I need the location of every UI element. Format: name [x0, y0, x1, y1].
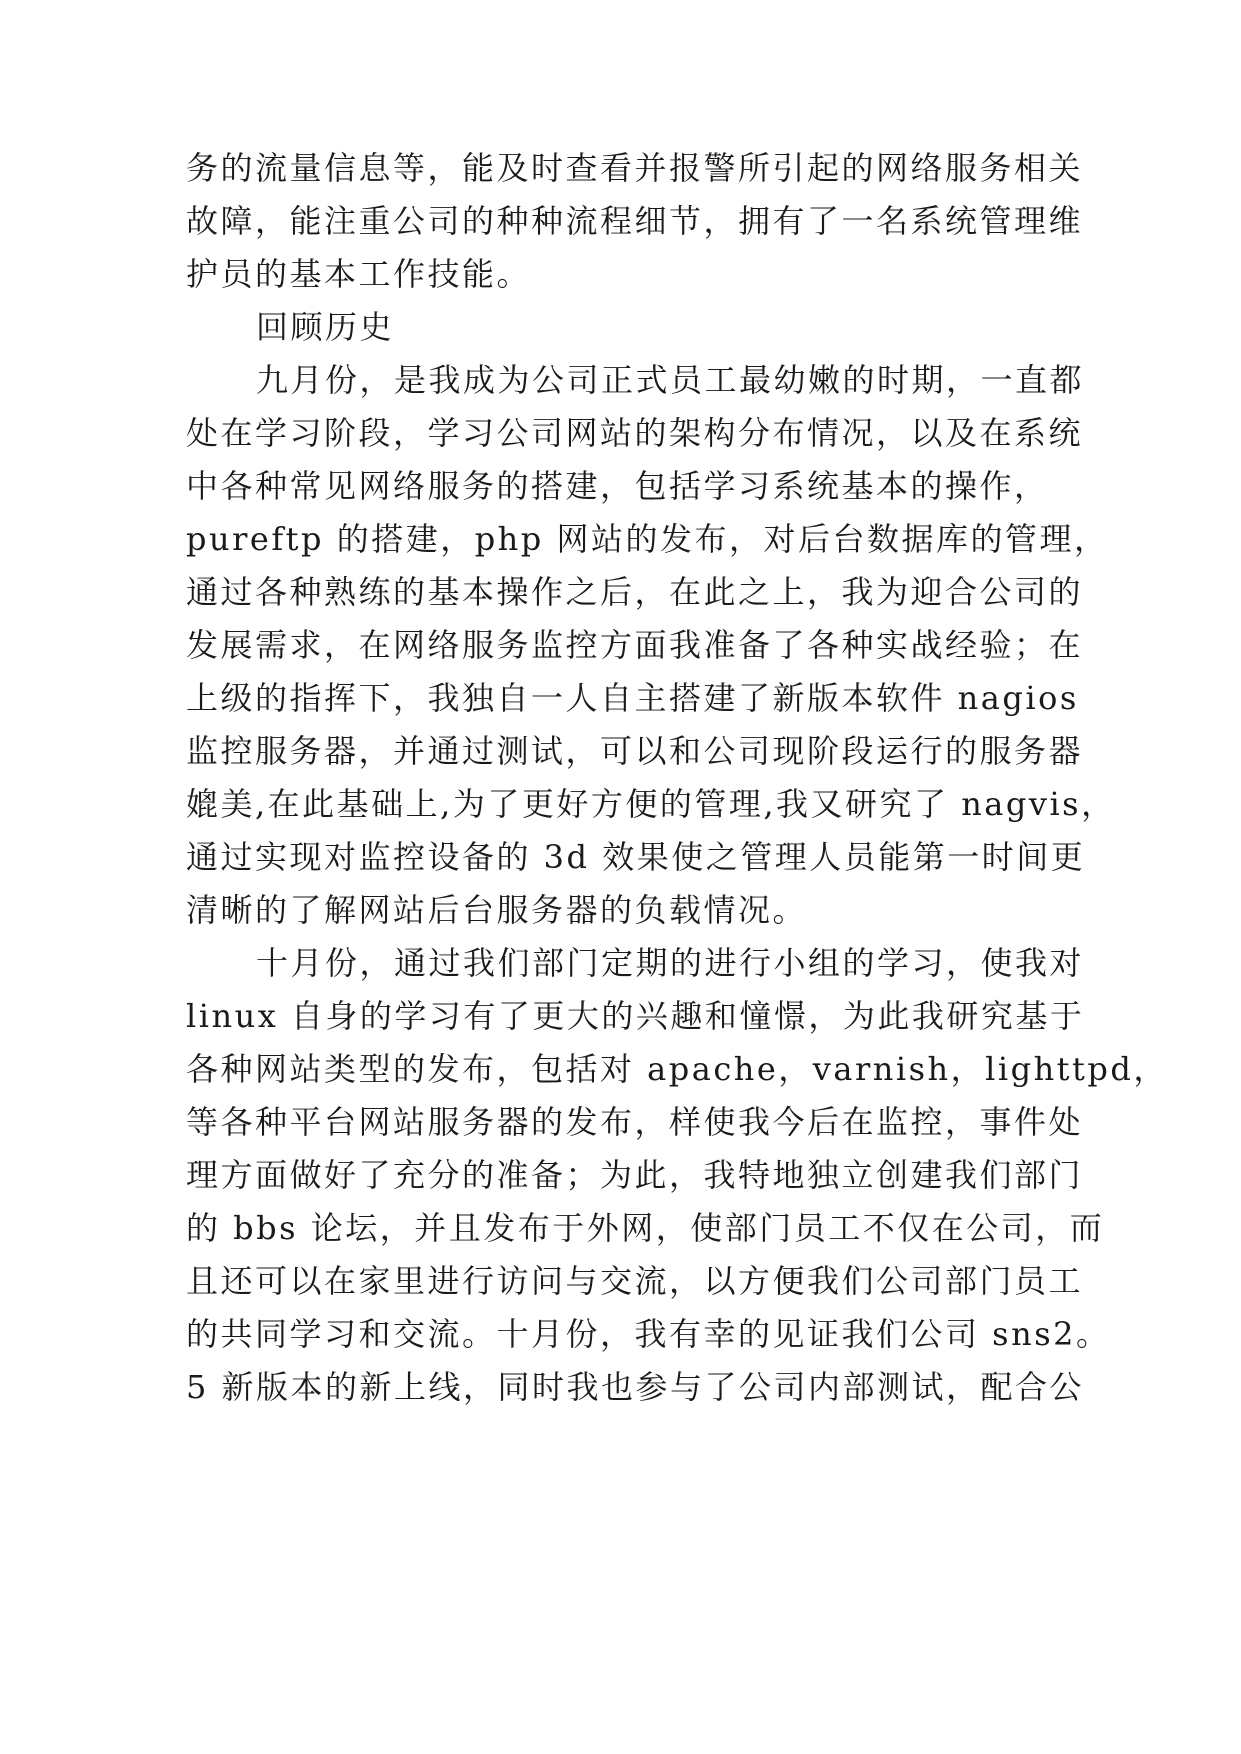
text-line: 处在学习阶段，学习公司网站的架构分布情况，以及在系统 — [186, 414, 1084, 452]
text-line: 监控服务器，并通过测试，可以和公司现阶段运行的服务器 — [186, 732, 1084, 770]
text-line: 中各种常见网络服务的搭建，包括学习系统基本的操作， — [186, 467, 1049, 505]
text-line: 九月份，是我成为公司正式员工最幼嫩的时期，一直都 — [256, 361, 1085, 399]
text-line: 且还可以在家里进行访问与交流，以方便我们公司部门员工 — [186, 1262, 1084, 1300]
text-line: 等各种平台网站服务器的发布，样使我今后在监控，事件处 — [186, 1103, 1084, 1141]
text-line: 的共同学习和交流。十月份，我有幸的见证我们公司 sns2。 — [186, 1315, 1111, 1353]
text-line: pureftp 的搭建，php 网站的发布，对后台数据库的管理， — [186, 520, 1109, 558]
text-line: 5 新版本的新上线，同时我也参与了公司内部测试，配合公 — [186, 1368, 1085, 1406]
text-line: 发展需求，在网络服务监控方面我准备了各种实战经验；在 — [186, 626, 1084, 664]
text-line: 理方面做好了充分的准备；为此，我特地独立创建我们部门 — [186, 1156, 1084, 1194]
text-line: 上级的指挥下，我独自一人自主搭建了新版本软件 nagios — [186, 679, 1079, 717]
text-line: 务的流量信息等，能及时查看并报警所引起的网络服务相关 — [186, 149, 1084, 187]
section-heading: 回顾历史 — [256, 308, 395, 346]
text-line: linux 自身的学习有了更大的兴趣和憧憬，为此我研究基于 — [186, 997, 1085, 1035]
text-line: 通过各种熟练的基本操作之后，在此之上，我为迎合公司的 — [186, 573, 1084, 611]
text-line: 媲美,在此基础上,为了更好方便的管理,我又研究了 nagvis， — [186, 785, 1116, 823]
text-line: 清晰的了解网站后台服务器的负载情况。 — [186, 891, 808, 929]
text-line: 护员的基本工作技能。 — [186, 255, 532, 293]
text-line: 的 bbs 论坛，并且发布于外网，使部门员工不仅在公司，而 — [186, 1209, 1105, 1247]
text-line: 十月份，通过我们部门定期的进行小组的学习，使我对 — [256, 944, 1085, 982]
text-line: 故障，能注重公司的种种流程细节，拥有了一名系统管理维 — [186, 202, 1084, 240]
text-line: 通过实现对监控设备的 3d 效果使之管理人员能第一时间更 — [186, 838, 1086, 876]
text-line: 各种网站类型的发布，包括对 apache，varnish，lighttpd， — [186, 1050, 1168, 1088]
